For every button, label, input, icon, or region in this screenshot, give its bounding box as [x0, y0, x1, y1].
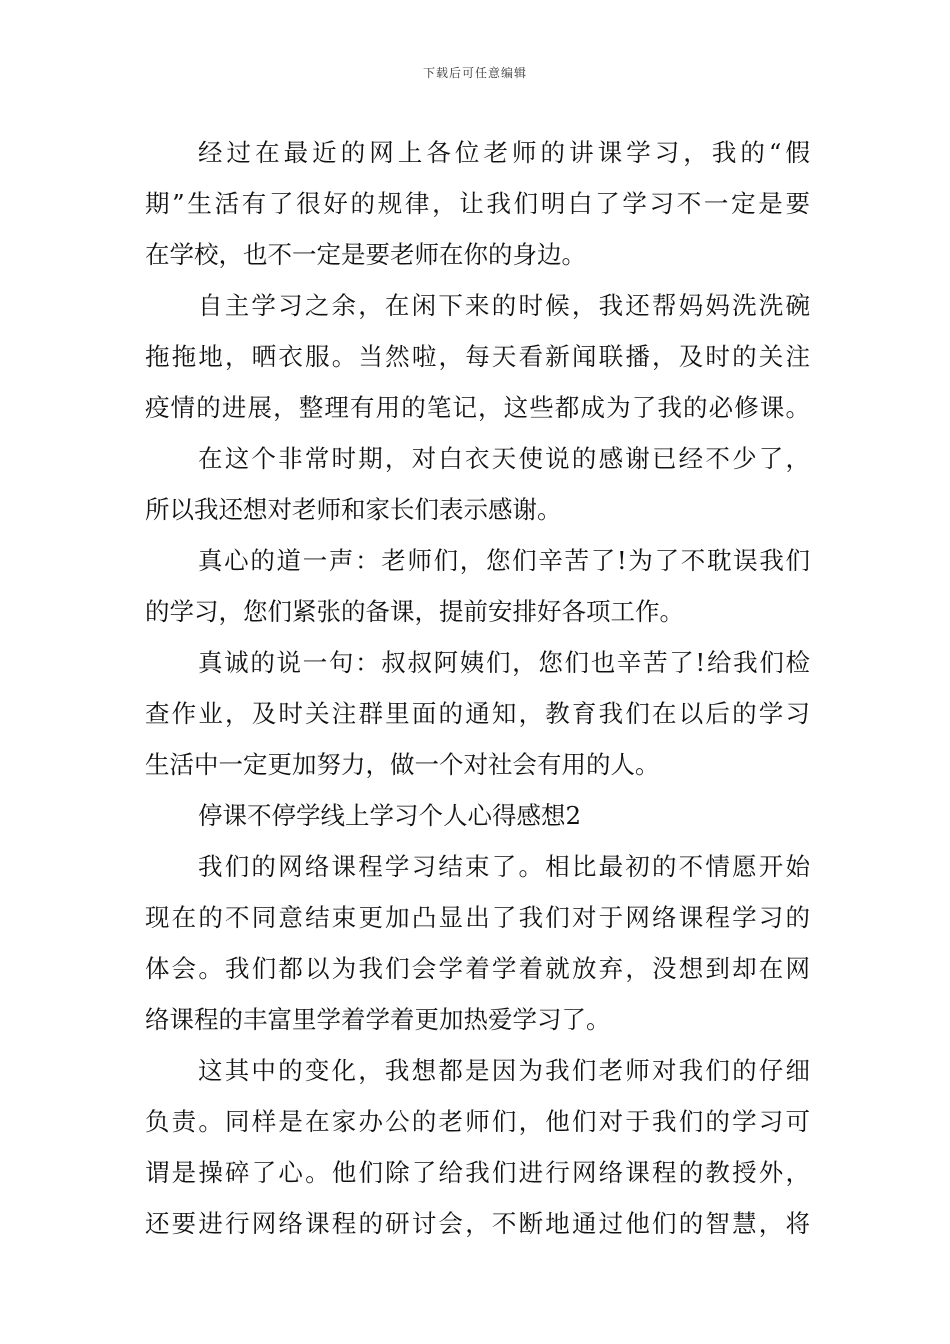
- paragraph-line: 期”生活有了很好的规律，让我们明白了学习不一定是要: [145, 189, 810, 218]
- paragraph-line: 谓是操碎了心。他们除了给我们进行网络课程的教授外，: [145, 1158, 810, 1187]
- paragraph-line: 负责。同样是在家办公的老师们，他们对于我们的学习可: [145, 1107, 810, 1136]
- paragraph-line: 所以我还想对老师和家长们表示感谢。: [145, 495, 562, 524]
- paragraph-line: 拖拖地，晒衣服。当然啦，每天看新闻联播，及时的关注: [145, 342, 810, 371]
- paragraph-line: 在这个非常时期，对白衣天使说的感谢已经不少了，: [198, 444, 810, 473]
- paragraph-line: 体会。我们都以为我们会学着学着就放弃，没想到却在网: [145, 954, 810, 983]
- paragraph-line: 自主学习之余，在闲下来的时候，我还帮妈妈洗洗碗: [198, 291, 810, 320]
- paragraph-line: 我们的网络课程学习结束了。相比最初的不情愿开始: [198, 852, 810, 881]
- paragraph-line: 还要进行网络课程的研讨会，不断地通过他们的智慧，将: [145, 1209, 810, 1238]
- paragraph-line: 真心的道一声：老师们，您们辛苦了!为了不耽误我们: [198, 546, 810, 575]
- paragraph-line: 真诚的说一句：叔叔阿姨们，您们也辛苦了!给我们检: [198, 648, 810, 677]
- document-body: [145, 127, 810, 1249]
- paragraph-line: 的学习，您们紧张的备课，提前安排好各项工作。: [145, 597, 684, 626]
- download-note-header: 下载后可任意编辑: [422, 66, 527, 80]
- paragraph-line: 生活中一定更加努力，做一个对社会有用的人。: [145, 750, 660, 779]
- paragraph-line: 查作业，及时关注群里面的通知，教育我们在以后的学习: [145, 699, 810, 728]
- paragraph-line: 络课程的丰富里学着学着更加热爱学习了。: [145, 1005, 611, 1034]
- section-heading: 停课不停学线上学习个人心得感想2: [198, 801, 582, 830]
- paragraph-line: 这其中的变化，我想都是因为我们老师对我们的仔细: [198, 1056, 810, 1085]
- paragraph-line: 现在的不同意结束更加凸显出了我们对于网络课程学习的: [145, 903, 810, 932]
- paragraph-line: 经过在最近的网上各位老师的讲课学习，我的“假: [198, 138, 810, 167]
- paragraph-line: 疫情的进展，整理有用的笔记，这些都成为了我的必修课。: [145, 393, 810, 422]
- paragraph-line: 在学校，也不一定是要老师在你的身边。: [145, 240, 586, 269]
